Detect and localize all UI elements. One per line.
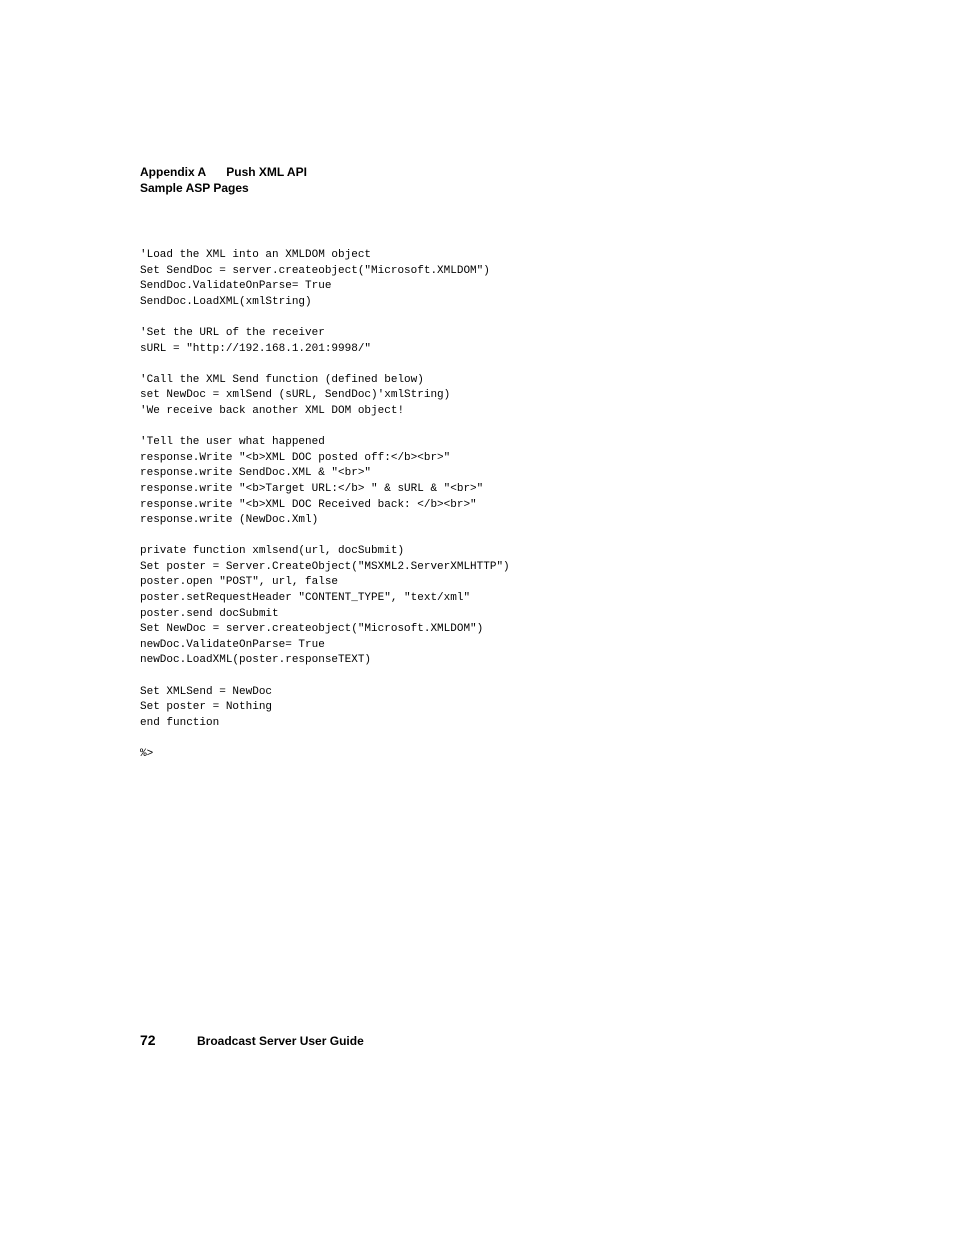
header-chapter: Appendix A (140, 165, 207, 179)
code-line: Set poster = Server.CreateObject("MSXML2.ServerXMLHTTP") (140, 560, 510, 573)
code-line: Set XMLSend = NewDoc (140, 685, 273, 698)
code-line: sURL = "http://192.168.1.201:9998/" (140, 342, 372, 355)
running-header (140, 164, 307, 196)
code-line: Set NewDoc = server.createobject("Microsoft.XMLDOM") (140, 623, 484, 636)
code-line: response.write "<b>Target URL:</b> " & sURL & "<br>" (140, 482, 484, 495)
code-line: end function (140, 716, 220, 729)
code-line: set NewDoc = xmlSend (sURL, SendDoc)'xmlString) (140, 389, 451, 402)
code-line: response.write SendDoc.XML & "<br>" (140, 467, 372, 480)
code-line: 'We receive back another XML DOM object! (140, 404, 405, 417)
code-line: newDoc.LoadXML(poster.responseTEXT) (140, 654, 372, 667)
book-title: Broadcast Server User Guide (197, 1034, 364, 1048)
code-line: response.Write "<b>XML DOC posted off:</b><br>" (140, 451, 451, 464)
header-chapter-title: Push XML API (226, 165, 307, 179)
code-line: 'Tell the user what happened (140, 436, 325, 449)
code-listing (140, 248, 510, 763)
code-line: response.write "<b>XML DOC Received back: </b><br>" (140, 498, 477, 511)
code-line: private function xmlsend(url, docSubmit) (140, 545, 405, 558)
code-line: 'Set the URL of the receiver (140, 326, 325, 339)
header-chapter-line (140, 164, 307, 180)
code-line: 'Load the XML into an XMLDOM object (140, 249, 372, 261)
code-line: newDoc.ValidateOnParse= True (140, 638, 325, 651)
code-line: response.write (NewDoc.Xml) (140, 514, 319, 527)
code-line: poster.open "POST", url, false (140, 576, 339, 589)
page-number: 72 (140, 1032, 156, 1048)
code-line: Set SendDoc = server.createobject("Microsoft.XMLDOM") (140, 264, 490, 277)
header-section: Sample ASP Pages (140, 181, 249, 195)
code-line: Set poster = Nothing (140, 701, 273, 714)
running-footer (140, 1032, 364, 1050)
code-line: poster.setRequestHeader "CONTENT_TYPE", "text/xml" (140, 592, 471, 605)
code-line: 'Call the XML Send function (defined below) (140, 373, 424, 386)
code-line: SendDoc.ValidateOnParse= True (140, 280, 332, 293)
code-line: poster.send docSubmit (140, 607, 279, 620)
code-line: SendDoc.LoadXML(xmlString) (140, 295, 312, 308)
code-line: %> (140, 748, 154, 760)
